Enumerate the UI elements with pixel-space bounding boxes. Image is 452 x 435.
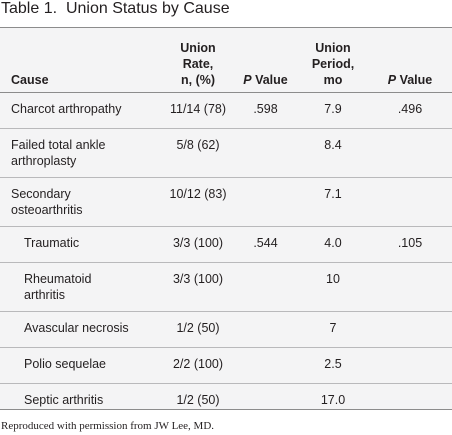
cell-union-rate: 2/2 (100) [163, 348, 233, 384]
cell-p-value-1 [233, 348, 298, 384]
cell-cause: Septic arthritis [24, 393, 104, 407]
header-union-period-line2: Period, [311, 57, 355, 71]
cell-p-value-1 [233, 178, 298, 227]
cell-union-period: 2.5 [298, 348, 368, 384]
table-row [0, 312, 452, 348]
cell-p-value-1 [233, 263, 298, 312]
header-union-rate-line1: Union [180, 41, 216, 55]
table-row [0, 129, 452, 178]
table-row [0, 384, 452, 420]
table-caption-label: Table 1. [1, 0, 58, 17]
table-row [0, 227, 452, 263]
table-row [0, 178, 452, 227]
cell-union-rate: 10/12 (83) [163, 178, 233, 227]
cell-cause [0, 129, 163, 178]
cell-p-value-1 [233, 129, 298, 178]
cell-p-value-2 [368, 178, 452, 227]
cell-union-rate: 3/3 (100) [163, 263, 233, 312]
table-row [0, 263, 452, 312]
header-union-period-line3: mo [323, 73, 343, 87]
header-p-value-1 [233, 28, 298, 93]
table-footnote: Reproduced with permission from JW Lee, MD. [1, 420, 215, 432]
cell-p-value-2 [368, 384, 452, 420]
cell-union-rate: 5/8 (62) [163, 129, 233, 178]
cell-cause-line2: osteoarthritis [11, 203, 83, 217]
cell-union-period: 8.4 [298, 129, 368, 178]
cell-cause-line1: Rheumatoid [24, 272, 92, 286]
header-cause-label: Cause [11, 73, 49, 87]
cell-cause: Avascular necrosis [0, 312, 163, 348]
header-union-period [298, 28, 368, 93]
header-p-value-1-label: Value [255, 73, 288, 87]
header-union-rate [163, 28, 233, 93]
cell-union-period: 17.0 [320, 393, 346, 407]
cell-cause-line1: Failed total ankle [11, 138, 106, 152]
cell-p-value-2 [368, 129, 452, 178]
cell-cause: Charcot arthropathy [0, 93, 163, 129]
union-status-table [0, 27, 452, 410]
cell-union-rate: 1/2 (50) [163, 312, 233, 348]
cell-p-value-1: .544 [233, 227, 298, 263]
header-union-rate-line3: n, (%) [180, 73, 216, 87]
header-p-value-2 [368, 28, 452, 93]
header-cause [0, 28, 163, 93]
cell-union-period: 7.9 [298, 93, 368, 129]
cell-cause-line2: arthroplasty [11, 154, 77, 168]
cell-p-value-2 [368, 348, 452, 384]
cell-cause: Traumatic [0, 227, 163, 263]
header-union-period-line1: Union [315, 41, 351, 55]
cell-p-value-2: .496 [368, 93, 452, 129]
cell-union-period: 10 [298, 263, 368, 312]
cell-union-period: 7 [298, 312, 368, 348]
table-caption-title: Union Status by Cause [65, 0, 230, 17]
cell-p-value-2 [368, 312, 452, 348]
cell-p-value-2: .105 [368, 227, 452, 263]
header-union-rate-line2: Rate, [182, 57, 214, 71]
cell-union-period: 4.0 [298, 227, 368, 263]
cell-union-rate: 1/2 (50) [176, 393, 220, 407]
cell-p-value-2 [368, 263, 452, 312]
header-p-value-1-p: P [243, 73, 252, 87]
cell-union-rate: 11/14 (78) [163, 93, 233, 129]
cell-union-period: 7.1 [298, 178, 368, 227]
cell-p-value-1 [233, 384, 298, 420]
cell-cause-line2: arthritis [24, 288, 65, 302]
table-row [0, 348, 452, 384]
cell-cause-line1: Secondary [11, 187, 71, 201]
header-p-value-2-p: P [387, 73, 397, 87]
table-caption [1, 0, 230, 18]
cell-cause [0, 263, 163, 312]
cell-cause: Polio sequelae [0, 348, 163, 384]
cell-union-rate: 3/3 (100) [163, 227, 233, 263]
cell-p-value-1 [233, 312, 298, 348]
header-p-value-2-label: Value [399, 73, 433, 87]
table-row [0, 93, 452, 129]
cell-p-value-1: .598 [233, 93, 298, 129]
table-header-row [0, 28, 452, 93]
cell-cause [0, 178, 163, 227]
